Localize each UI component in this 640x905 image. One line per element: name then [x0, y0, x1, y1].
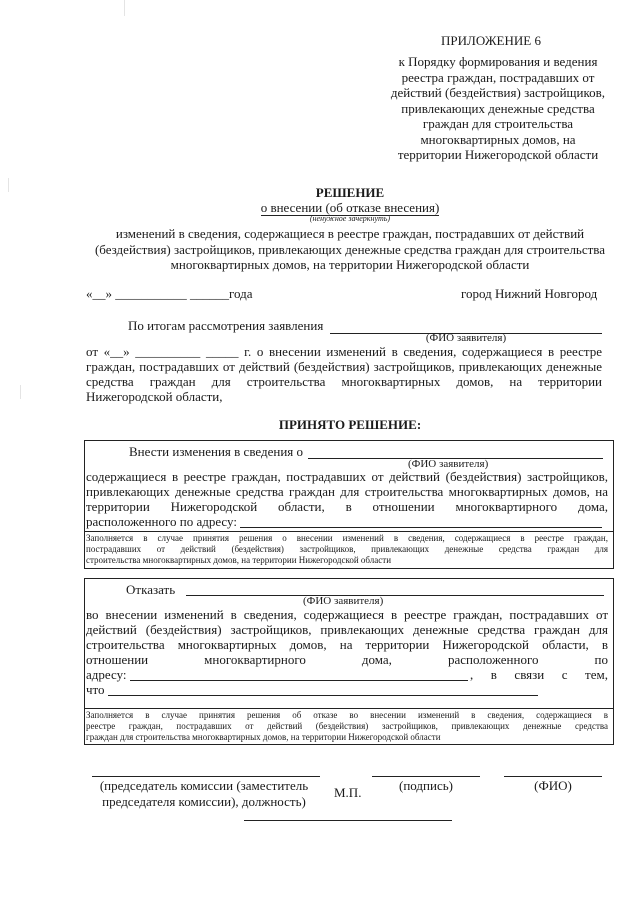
signature-line[interactable]: [372, 776, 480, 777]
decision-title: РЕШЕНИЕ: [315, 185, 385, 200]
box-divider: [84, 531, 613, 532]
approval-note-last: строительства многоквартирных домов, на территории Нижегородской области: [86, 555, 392, 565]
refusal-line: строительства многоквартирных домов, на территории Нижегородской области, в: [86, 637, 608, 652]
refusal-address-label: адресу:: [86, 667, 127, 682]
approval-line: территории Нижегородской области, в отношении многоквартирного дома,: [86, 499, 608, 514]
scan-artifact: [124, 0, 125, 16]
review-label: По итогам рассмотрения заявления: [128, 318, 324, 333]
appendix-line: к Порядку формирования и ведения: [398, 54, 598, 69]
review-date-line: от «__» __________ _____ г. о внесении изменений в сведения, содержащиеся в реестре: [86, 344, 602, 359]
appendix-line: привлекающих денежные средства: [401, 100, 595, 116]
refusal-note-line: реестре граждан, пострадавших от действий (бездействия) застройщиков, привлекающих денежные средства: [86, 721, 608, 731]
fio-caption: (ФИО заявителя): [408, 458, 489, 470]
appendix-line: действий (бездействия) застройщиков,: [390, 85, 606, 100]
refusal-name-field[interactable]: [186, 595, 604, 596]
signature-caption: (подпись): [399, 778, 453, 793]
approval-address-label: расположенного по адресу:: [86, 514, 237, 529]
fio-caption: (ФИО заявителя): [303, 595, 384, 607]
refusal-note-line: Заполняется в случае принятия решения об отказе во внесении изменений в сведения, содержащиеся в: [86, 710, 608, 720]
approval-note-line: Заполняется в случае принятия решения о внесении изменений в сведения, содержащиеся в реестре граждан,: [86, 533, 608, 543]
fio-caption: (ФИО заявителя): [425, 332, 507, 344]
refusal-line: отношении многоквартирного дома, расположенного по: [86, 652, 608, 667]
chair-signature-line[interactable]: [92, 776, 320, 777]
appendix-line: многоквартирных домов, на: [420, 131, 576, 147]
fio-signature-caption: (ФИО): [534, 778, 572, 793]
refusal-address-field[interactable]: [130, 680, 468, 681]
strike-note: (ненужное зачеркнуть): [309, 214, 391, 223]
decision-desc-line: изменений в сведения, содержащиеся в реестре граждан, пострадавших от действий: [115, 226, 585, 241]
refusal-reason-label: что: [86, 682, 105, 697]
appendix-line: граждан для строительства: [422, 116, 574, 131]
review-line-last: Нижегородской области,: [86, 389, 223, 404]
fio-signature-line[interactable]: [504, 776, 602, 777]
appendix-line: реестра граждан, пострадавших от: [401, 69, 595, 85]
decision-subtitle-text: о внесении (об отказе внесения): [260, 200, 440, 215]
approval-line: привлекающих денежные средства граждан для строительства многоквартирных домов, на: [86, 484, 608, 499]
appendix-text: [372, 54, 624, 163]
refusal-line: во внесении изменений в сведения, содержащиеся в реестре граждан, пострадавших от: [86, 607, 608, 622]
refusal-line: действий (бездействия) застройщиков, привлекающих денежные средства граждан для: [86, 622, 608, 637]
box-divider: [84, 708, 613, 709]
decided-title: ПРИНЯТО РЕШЕНИЕ:: [278, 417, 422, 432]
stamp-label: М.П.: [334, 785, 362, 800]
chair-caption-line: председателя комиссии), должность): [102, 794, 306, 809]
appendix-title: ПРИЛОЖЕНИЕ 6: [441, 33, 541, 48]
approval-address-field[interactable]: [240, 527, 602, 528]
decision-description: [50, 226, 640, 273]
chair-caption-line: (председатель комиссии (заместитель: [99, 778, 309, 793]
refusal-lead: Отказать: [126, 582, 176, 597]
extra-signature-line: [244, 820, 452, 821]
chair-caption: [86, 778, 322, 810]
city-label: город Нижний Новгород: [461, 286, 598, 301]
approval-note-line: пострадавших от действий (бездействия) застройщиков, привлекающих денежные средства граждан для: [86, 544, 608, 554]
scan-artifact: [20, 385, 21, 399]
refusal-reason-field[interactable]: [108, 695, 538, 696]
review-line: средства граждан для строительства многоквартирных домов, на территории: [86, 374, 602, 389]
review-line: граждан, пострадавших от действий (бездействия) застройщиков, привлекающих денежные: [86, 359, 602, 374]
refusal-address-tail: , в связи с тем,: [470, 667, 608, 682]
date-field: «__» ___________ ______года: [86, 286, 253, 301]
approval-line: содержащиеся в реестре граждан, пострадавших от действий (бездействия) застройщиков,: [86, 469, 608, 484]
refusal-note-last: граждан для строительства многоквартирных домов, на территории Нижегородской области: [86, 732, 441, 742]
appendix-line: территории Нижегородской области: [397, 147, 599, 162]
approval-lead: Внести изменения в сведения о: [129, 444, 304, 459]
decision-desc-line: многоквартирных домов, на территории Нижегородской области: [170, 257, 530, 272]
decision-desc-line: (бездействия) застройщиков, привлекающих денежные средства граждан для строительства: [94, 241, 606, 257]
